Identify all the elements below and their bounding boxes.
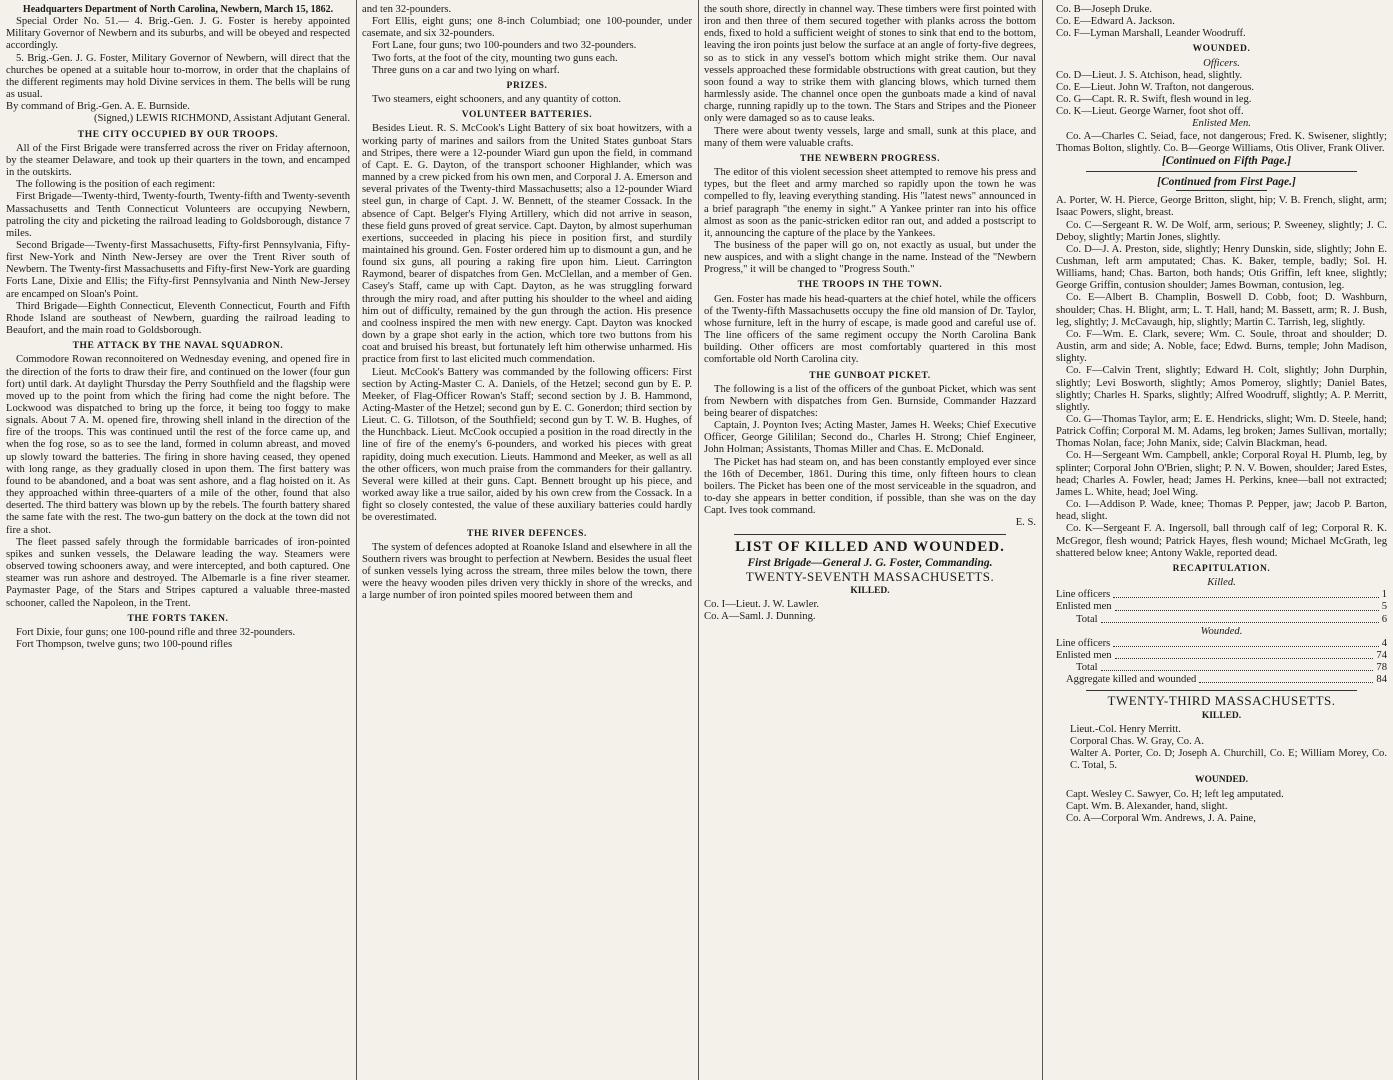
article-paragraph: Besides Lieut. R. S. McCook's Light Battery of six boat howitzers, with a working party of marines and sailors from the United States gunboat Stars and Stripes, there were a 12-pounder Wiard gun upon the field, in command of Capt. E. G. Dayton, of the transport schooner Highlander, which was manned by a crew picked from his own men, and Corporal J. A. Emerson and several privates of the Twenty-third Massachusetts; also a 12-pounder Wiard steel gun, in charge of Capt. J. W. Bennett, of the steamer Cossack. In the absence of Capt. Belger's Flying Artillery, which did not arrive in season, these field guns proved of great service. Capt. Dayton, by almost superhuman exertions, succeeded in placing his piece in position first, and sturdily maintained his ground. Gen. Foster ordered him up to dismount a gun, and he found six guns, all pouring a raking fire upon him. Lieut. Carrington Raymond, bearer of dispatches from Gen. McClellan, and a member of Gen. Casey's Staff, came up with Capt. Dayton, as he was struggling forward through the miry road, and after putting his shoulder to the wheel and aiding him out of difficulty, remained by the gun through the action. His presence and coolness inspired the men with new energy. Capt. Dayton was knocked down by a grape shot early in the action, which tore two buttons from his coat and bruised his breast, but fortunately left him otherwise unharmed. His practice from first to last elicited much commendation. — [362, 123, 692, 366]
recap-label: Line officers — [1056, 589, 1111, 601]
column-1 — [0, 0, 356, 1080]
author-initials: E. S. — [1015, 517, 1036, 529]
article-paragraph: The editor of this violent secession sheet attempted to remove his press and types, but the fleet and army marched so rapidly upon the town he was compelled to fly, leaving everything standing. His "latest news" announced in a brief paragraph "the enemy in sight." A Yankee printer ran into his office almost as soon as the panic-stricken editor ran out, and added a postscript to it, announcing the capture of the place by the Yankees. — [704, 167, 1036, 239]
casualty-paragraph: Co. F—Calvin Trent, slightly; Edward H. Colt, slightly; John Durphin, slightly; Levi Bosworth, slightly; Amos Pomeroy, slightly; Daniel Bates, slightly; Charles H. Sparks, slightly; Alfred Woodruff, slightly; A. P. Merritt, slightly. — [1056, 365, 1387, 413]
signature-line: (Signed,) LEWIS RICHMOND, Assistant Adjutant General. — [94, 113, 350, 125]
article-paragraph: Fort Thompson, twelve guns; two 100-pound rifles — [16, 638, 233, 650]
recap-row — [1056, 614, 1387, 626]
continued-note: [Continued from First Page.] — [1157, 176, 1296, 189]
article-paragraph: Captain, J. Poynton Ives; Acting Master, James H. Weeks; Chief Executive Officer, George Gilililan; Second do., Charles H. Strong; Chief Engineer, John Holman; Assistants, Thomas Miller and Chas. E. McDonald. — [704, 420, 1036, 456]
casualty-paragraph: Co. K—Sergeant F. A. Ingersoll, ball through calf of leg; Corporal R. K. McGregor, flesh wound; Patrick Hayes, flesh wound; Michael McGrath, leg shattered below knee; Antony Wakle, reported dead. — [1056, 523, 1387, 559]
article-paragraph: All of the First Brigade were transferred across the river on Friday afternoon, by the steamer Delaware, and took up their quarters in the town, and encamped in the outskirts. — [6, 142, 350, 179]
casualty-line: Capt. Wm. B. Alexander, hand, slight. — [1066, 800, 1228, 812]
casualty-line: Co. K—Lieut. George Warner, foot shot off. — [1056, 106, 1244, 118]
leader-dots — [1113, 589, 1378, 598]
casualty-line: Walter A. Porter, Co. D; Joseph A. Churchill, Co. E; William Morey, Co. C. Total, 5. — [1070, 748, 1387, 772]
killed-heading: KILLED. — [850, 586, 890, 597]
section-heading: PRIZES. — [506, 80, 548, 91]
recap-wounded-heading: Wounded. — [1200, 625, 1243, 637]
casualty-line: Co. G—Capt. R. R. Swift, flesh wound in leg. — [1056, 94, 1252, 106]
casualty-line: Co. E—Edward A. Jackson. — [1056, 16, 1175, 28]
leader-dots — [1199, 674, 1373, 683]
brigade-heading: First Brigade—General J. G. Foster, Commanding. — [747, 556, 993, 569]
wounded-heading: WOUNDED. — [1192, 44, 1251, 55]
casualty-line: Lieut.-Col. Henry Merritt. — [1070, 723, 1181, 735]
article-paragraph: The fleet passed safely through the formidable barricades of iron-pointed spikes and sunken vessels, the Delaware leading the way. Steamers were observed towing schooners away, and were intercepted, and both captured. One steamer was run ashore and destroyed. The Albemarle is a fine river steamer. Paymaster Page, of the Stars and Stripes captured a valuable three-masted schooner, called the Napoleon, in the Trent. — [6, 536, 350, 609]
wounded-heading: WOUNDED. — [1194, 775, 1249, 786]
recap-value: 1 — [1381, 589, 1387, 601]
casualty-paragraph: Co. G—Thomas Taylor, arm; E. E. Hendricks, slight; Wm. D. Steele, hand; Patrick Coffin; Corporal M. M. Adams, leg broken; James Sullivan, mortally; Thomas Nolan, face; John Manix, side; Calvin Blackman, head. — [1056, 414, 1387, 450]
article-paragraph: Commodore Rowan reconnoitered on Wednesday evening, and opened fire in the direction of the forts to draw their fire, and continued on the lower (four gun fort) until dark. At daylight Thursday the Perry Southfield and the flagship were moved up to the point from which the firing had come the night before. The Lockwood was dispatched to bring up the force, it being too foggy to make signals. About 7 A. M. opened fire, throwing shell inland in the direction of the fire of the troops. This was continued until the rest of the force came up, and when the fog rose, so as to see the land, formed in column abreast, and moved up slowly toward the batteries. The firing in shore having ceased, they opened with long range, as they gradually closed in upon them. The first battery was found to be abandoned, and a boat was sent ashore, and a flag hoisted on it. As they approached within three-quarters of a mile of the other, found that also deserted. The third battery was blown up by the rebels. The fourth battery shared the same fate with the rest. The two-gun battery on the dock at the town did not fire a shot. — [6, 354, 350, 536]
recap-row — [1056, 638, 1387, 650]
recap-row — [1056, 601, 1387, 613]
casualty-paragraph: Co. F—Wm. E. Clark, severe; Wm. C. Soule, throat and shoulder; D. Austin, arm and side; A. Noble, face; Edwd. Burns, temple; John Madison, slighty. — [1056, 328, 1387, 365]
casualty-paragraph: Co. A—Charles C. Seiad, face, not dangerous; Fred. K. Swisener, slightly; Thomas Bolton, slightly. Co. B—George Williams, Otis Oliver, Frank Oliver. — [1056, 130, 1387, 154]
killed-heading: KILLED. — [1201, 710, 1242, 721]
recap-heading: RECAPITULATION. — [1172, 563, 1271, 574]
recap-value: 74 — [1376, 649, 1387, 661]
article-paragraph: The following is the position of each regiment: — [16, 179, 216, 191]
casualty-line: Corporal Chas. W. Gray, Co. A. — [1070, 735, 1205, 747]
casualty-paragraph: Co. D—J. A. Preston, side, slightly; Henry Dunskin, side, slightly; John E. Cushman, left arm amputated; Chas. K. Baker, temple, badly; Sol. H. Williams, hand; Chas. Barton, both hands; Otis Griffin, left knee, slightly; George Griffin, contusion shoulder; James Bowman, contusion, leg. — [1056, 243, 1387, 292]
recap-value: 84 — [1376, 674, 1387, 686]
regiment-heading: TWENTY-THIRD MASSACHUSETTS. — [1107, 693, 1336, 709]
article-paragraph: The system of defences adopted at Roanoke Island and elsewhere in all the Southern rivers was brought to perfection at Newbern. Besides the usual fleet of sunken vessels lying across the stream, three miles below the town, there were the heavy wooden piles driven very thickly in shore of the wrecks, and a large number of iron pointed spiles moored between them and — [362, 541, 692, 602]
column-4 — [1042, 0, 1393, 1080]
article-paragraph: The following is a list of the officers of the gunboat Picket, which was sent from Newbern with dispatches from Gen. Burnside, Commander Hazzard being bearer of dispatches: — [704, 383, 1036, 419]
section-divider — [1086, 690, 1357, 691]
section-heading: THE NEWBERN PROGRESS. — [799, 153, 941, 164]
article-paragraph: There were about twenty vessels, large and small, sunk at this place, and many of them were valuable crafts. — [704, 125, 1036, 149]
section-heading: THE ATTACK BY THE NAVAL SQUADRON. — [72, 341, 284, 352]
article-paragraph: Three guns on a car and two lying on wharf. — [372, 64, 560, 76]
article-paragraph: Gen. Foster has made his head-quarters at the chief hotel, while the officers of the Twenty-fifth Massachusetts occupy the fine old mansion of Dr. Taylor, whose furniture, left in the hurry of escape, is made good and careful use of. The line officers of the same regiment occupy the North Carolina Bank building. Other officers are most comfortably quartered in this most comfortable old North Carolina city. — [704, 293, 1036, 366]
recap-aggregate-row — [1056, 674, 1387, 686]
recap-label: Enlisted men — [1056, 601, 1112, 613]
order-paragraph: 5. Brig.-Gen. J. G. Foster, Military Governor of Newbern, will direct that the churches be opened at a suitable hour to-morrow, in order that the chaplains of the different regiments may hold Divine services in them. The bells will be rung as usual. — [6, 52, 350, 101]
casualty-paragraph: Co. I—Addison P. Wade, knee; Thomas P. Pepper, jaw; Jacob P. Barton, head, slight. — [1056, 499, 1387, 523]
article-paragraph: Third Brigade—Eighth Connecticut, Eleventh Connecticut, Fourth and Fifth Rhode Island are southeast of Newbern, guarding the railroad leading to Beaufort, and the main road to Goldsborough. — [6, 300, 350, 337]
casualty-line: Co. A—Corporal Wm. Andrews, J. A. Paine, — [1066, 812, 1256, 824]
article-paragraph: The business of the paper will go on, not exactly as usual, but under the new auspices, and with a slight change in the name. Instead of the "Newbern Progress," it will be changed to "Progress South." — [704, 239, 1036, 276]
casualty-line: Capt. Wesley C. Sawyer, Co. H; left leg amputated. — [1066, 788, 1284, 800]
article-paragraph: Two steamers, eight schooners, and any quantity of cotton. — [372, 94, 622, 106]
list-heading: LIST OF KILLED AND WOUNDED. — [735, 538, 1005, 555]
enlisted-heading: Enlisted Men. — [1192, 118, 1251, 130]
article-paragraph: Two forts, at the foot of the city, mounting two guns each. — [372, 52, 618, 64]
recap-label: Aggregate killed and wounded — [1066, 674, 1197, 686]
article-paragraph: Fort Ellis, eight guns; one 8-inch Columbiad; one 100-pounder, under casemate, and six 32-pounders. — [362, 16, 692, 40]
recap-row — [1056, 589, 1387, 601]
casualty-line: Co. E—Lieut. John W. Trafton, not dangerous. — [1056, 81, 1255, 93]
article-paragraph: First Brigade—Twenty-third, Twenty-fourth, Twenty-fifth and Twenty-seventh Massachusetts and Tenth Connecticut Volunteers are occupying Newbern, patroling the city and picketing the railroad leading to Goldsborough, distance 7 miles. — [6, 191, 350, 239]
casualty-line: Co. B—Joseph Druke. — [1056, 4, 1152, 15]
recap-label: Enlisted men — [1056, 649, 1112, 661]
leader-dots — [1115, 601, 1379, 610]
recap-label: Total — [1076, 662, 1098, 674]
casualty-line: Co. F—Lyman Marshall, Leander Woodruff. — [1056, 28, 1246, 40]
recap-value: 78 — [1376, 662, 1387, 674]
recap-row — [1056, 650, 1387, 662]
casualty-paragraph: Co. C—Sergeant R. W. De Wolf, arm, serious; P. Sweeney, slightly; J. C. Deboy, slightly; Martin Jones, slightly. — [1056, 219, 1387, 243]
section-heading: VOLUNTEER BATTERIES. — [461, 110, 593, 121]
casualty-paragraph: Co. H—Sergeant Wm. Campbell, ankle; Corporal Royal H. Plumb, leg, by splinter; Corporal John O'Brien, slight; P. N. V. Bowen, shoulder; Jared Estes, head; Charles A. Fowler, head; James H. Perkins, knee—ball not extracted; James L. White, head; Joel Wing. — [1056, 450, 1387, 498]
section-divider — [1086, 171, 1357, 172]
article-paragraph: and ten 32-pounders. — [362, 4, 452, 15]
order-header: Headquarters Department of North Carolina, Newbern, March 15, 1862. — [22, 4, 334, 15]
casualty-paragraph: Co. E—Albert B. Champlin, Boswell D. Cobb, foot; D. Washburn, shoulder; Chas. H. Blight, arm; L. T. Hall, hand; M. Bassett, arm; R. J. Bush, leg, slightly; J. McCavaugh, hip, slightly; Martin C. Tarrish, leg, slightly. — [1056, 292, 1387, 328]
leader-dots — [1101, 662, 1374, 671]
article-paragraph: Fort Dixie, four guns; one 100-pound rifle and three 32-pounders. — [16, 626, 296, 638]
leader-dots — [1115, 650, 1374, 659]
recap-killed-heading: Killed. — [1207, 577, 1236, 589]
column-2 — [356, 0, 698, 1080]
continued-note: [Continued on Fifth Page.] — [1161, 154, 1292, 167]
recap-value: 5 — [1381, 601, 1387, 613]
section-heading: THE TROOPS IN THE TOWN. — [797, 280, 943, 291]
recap-value: 4 — [1381, 637, 1387, 649]
recap-value: 6 — [1381, 613, 1387, 625]
article-paragraph: Lieut. McCook's Battery was commanded by the following officers: First section by Acting-Master C. A. Daniels, of the Hetzel; second gun by E. P. Meeker, of Flag-Officer Rowan's Staff; second section by J. B. Hammond, Acting-Master of the Hetzel; second gun by E. C. Gonerdon; third section by Lieut. C. G. Tillotson, of the Southfield; second gun by T. W. B. Hughes, of the Hunchback. Lieut. McCook occupied a position in the road directly in the line of fire of the enemy's 6-pounders, and worked his pieces with great rapidity, doing much execution. Lieuts. Hammond and Meeker, as well as all the other officers, won much praise from the commanders for their gallantry. Several were killed at their guns. Capt. Bennett brought up his piece, and worked away like a true sailor, aided by his own crew from the Cossack. In a fight so closely contested, the value of these auxiliary batteries could hardly be overestimated. — [362, 366, 692, 524]
article-paragraph: The Picket has had steam on, and has been constantly employed ever since the 16th of December, 1861. During this time, only fifteen hours to clean boilers. The Picket has been one of the most serviceable in the squadron, and to-day she appears in better condition, if possible, than she was on the day Capt. Ives took command. — [704, 456, 1036, 517]
short-divider — [1176, 190, 1267, 191]
section-heading: THE CITY OCCUPIED BY OUR TROOPS. — [77, 129, 279, 140]
recap-label: Total — [1076, 613, 1098, 625]
section-heading: THE RIVER DEFENCES. — [467, 528, 587, 539]
article-paragraph: the south shore, directly in channel way. These timbers were first pointed with iron and then three of them secured together with planks across the bottom ends, fixed to hold a sufficient weight of stones to sink that end to the bottom, leaving the iron points just below the surface at an angle of forty-five degrees, so as to stick in any vessel's bottom which might strike them. Our naval vessels approached these formidable obstructions with great caution, but they soon found a way to strike them with glancing blows, which turned them harmlessly aside. The channel once open the gunboats made a kind of naval charge, running rapidly up to the town. The Stars and Stripes and the Pioneer only were damaged so as to cause leaks. — [704, 4, 1036, 125]
column-3 — [698, 0, 1042, 1080]
casualty-line: Co. D—Lieut. J. S. Atchison, head, slightly. — [1056, 69, 1243, 81]
article-paragraph: Fort Lane, four guns; two 100-pounders and two 32-pounders. — [372, 40, 637, 52]
article-paragraph: Second Brigade—Twenty-first Massachusetts, Fifty-first Pennsylvania, Fifty-first New-York and Ninth New-Jersey are over the Trent River south of Newbern. The Twenty-first Massachusetts and Fifty-first New-York are guarding Forts Lane, Dixie and Ellis; the Fifty-first Pennsylvania and Ninth New-Jersey are encamped on Sloan's Point. — [6, 239, 350, 300]
recap-row — [1056, 662, 1387, 674]
order-paragraph: Special Order No. 51.— 4. Brig.-Gen. J. G. Foster is hereby appointed Military Governor of Newbern and its suburbs, and will be obeyed and respected accordingly. — [6, 16, 350, 52]
section-divider — [734, 534, 1006, 535]
leader-dots — [1101, 614, 1379, 623]
leader-dots — [1113, 638, 1378, 647]
regiment-heading: TWENTY-SEVENTH MASSACHUSETTS. — [745, 568, 995, 584]
section-heading: THE FORTS TAKEN. — [127, 613, 229, 624]
casualty-paragraph: A. Porter, W. H. Pierce, George Britton, slight, hip; V. B. French, slight, arm; Isaac Powers, slight, breast. — [1056, 195, 1387, 219]
section-heading: THE GUNBOAT PICKET. — [809, 370, 931, 381]
officers-heading: Officers. — [1203, 57, 1240, 69]
casualty-line: Co. A—Saml. J. Dunning. — [704, 611, 816, 623]
recap-label: Line officers — [1056, 637, 1111, 649]
casualty-line: Co. I—Lieut. J. W. Lawler. — [704, 599, 820, 611]
signature-line: By command of Brig.-Gen. A. E. Burnside. — [6, 101, 190, 113]
